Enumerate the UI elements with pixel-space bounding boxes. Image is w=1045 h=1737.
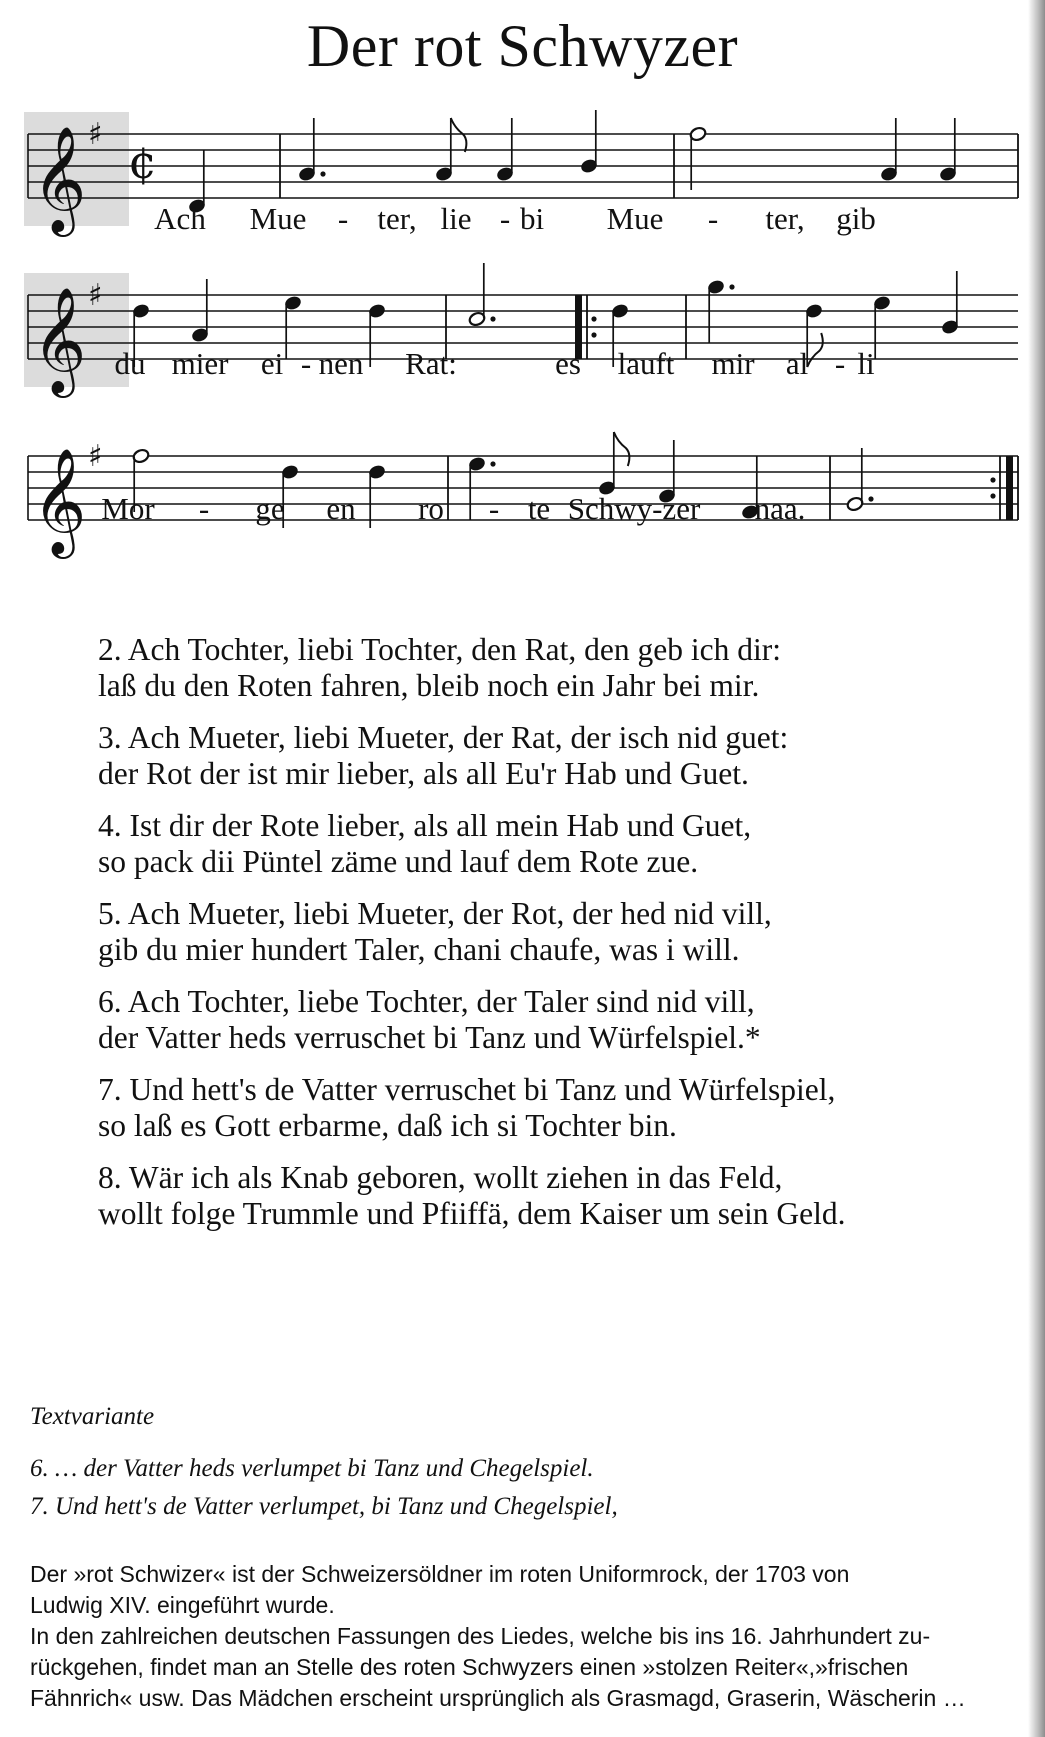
variant-line: 6. … der Vatter heds verlumpet bi Tanz und Chegelspiel. [30,1455,594,1482]
lyric-syllable: Mue [606,201,664,236]
verse-5 [98,896,1018,968]
verse-line: 3. Ach Mueter, liebi Mueter, der Rat, der isch nid guet: [98,720,789,755]
verse-6 [98,984,1018,1056]
verse-line: 8. Wär ich als Knab geboren, wollt ziehen in das Feld, [98,1160,783,1195]
eighth-flag [807,333,823,367]
repeat-end-thick-bar [1006,456,1013,520]
lyric-syllable: lie [440,201,472,236]
lyric-hyphen: - [834,346,846,381]
repeat-dot [990,477,995,482]
verse-line: gib du mier hundert Taler, chani chaufe, was i will. [98,932,740,967]
verse-line: so pack dii Püntel zäme und lauf dem Rote zue. [98,844,699,879]
lyric-syllable: Ach [154,201,206,236]
lyric-hyphen: - [707,201,719,236]
verse-line: 5. Ach Mueter, liebi Mueter, der Rot, der hed nid vill, [98,896,772,931]
lyric-syllable: du [114,346,146,381]
lyric-syllable: mir [711,346,755,381]
augmentation-dot [490,316,495,321]
lyric-syllable: Mue [249,201,307,236]
lyric-syllable: mier [171,346,229,381]
lyric-syllable: bi [519,201,545,236]
treble-clef-icon: 𝄞 [32,447,87,554]
repeat-dot [990,493,995,498]
treble-clef-icon: 𝄞 [32,125,87,232]
lyric-syllable: al [785,346,809,381]
note-line: In den zahlreichen deutschen Fassungen des Liedes, welche bis ins 16. Jahrhundert zu- [30,1623,931,1649]
lyric-hyphen: - [198,491,210,526]
lyric-syllable: gib [836,201,876,236]
variant-heading: Textvariante [30,1403,155,1430]
verse-line: so laß es Gott erbarme, daß ich si Tochter bin. [98,1108,677,1143]
verse-4 [98,808,1018,880]
verse-line: 6. Ach Tochter, liebe Tochter, der Taler sind nid vill, [98,984,755,1019]
treble-clef-icon: 𝄞 [32,286,87,393]
note-line: Ludwig XIV. eingeführt wurde. [30,1592,335,1618]
lyric-hyphen: - [300,346,312,381]
music-score [0,0,1045,600]
note-line: rückgehen, findet man an Stelle des roten Schwyzers einen »stolzen Reiter«,»frischen [30,1654,909,1680]
verse-2 [98,632,1018,704]
note-line: Der »rot Schwizer« ist der Schweizersöldner im roten Uniformrock, der 1703 von [30,1561,850,1587]
lyric-syllable: en [326,491,356,526]
sharp-key-signature-icon: ♯ [88,278,103,313]
explanatory-note [30,1559,1020,1714]
sharp-key-signature-icon: ♯ [88,439,103,474]
lyric-syllable: ter, [377,201,417,236]
lyric-syllable: ro [418,491,444,526]
lyric-syllable: Schwy-zer [567,491,701,526]
verse-3 [98,720,1018,792]
lyric-syllable: lauft [617,346,675,381]
repeat-dot [591,316,596,321]
variant-line: 7. Und hett's de Vatter verlumpet, bi Tanz und Chegelspiel, [30,1493,618,1520]
lyric-syllable: naa. [754,491,806,526]
lyric-syllable: nen [318,346,364,381]
augmentation-dot [868,496,873,501]
lyric-hyphen: - [499,201,511,236]
verse-line: laß du den Roten fahren, bleib noch ein Jahr bei mir. [98,668,760,703]
verse-line: 7. Und hett's de Vatter verruschet bi Tanz und Würfelspiel, [98,1072,836,1107]
lyric-syllable: Rat: [405,346,457,381]
lyric-syllable: te [527,491,551,526]
lyric-syllable: Mor [101,491,155,526]
verse-line: 2. Ach Tochter, liebi Tochter, den Rat, den geb ich dir: [98,632,781,667]
augmentation-dot [320,171,325,176]
eighth-flag [451,118,467,152]
lyric-syllable: li [857,346,875,381]
verse-7 [98,1072,1018,1144]
note-line: Fähnrich« usw. Das Mädchen erscheint ursprünglich als Grasmagd, Graserin, Wäscherin … [30,1685,966,1711]
repeat-dot [591,332,596,337]
lyric-syllable: ter, [765,201,805,236]
variant-lines [30,1450,618,1526]
lyric-syllable: ge [255,491,285,526]
augmentation-dot [490,461,495,466]
song-title: Der rot Schwyzer [306,13,739,79]
lyric-syllable: ei [260,346,284,381]
verse-line: der Vatter heds verruschet bi Tanz und Würfelspiel.* [98,1020,761,1055]
verse-line: 4. Ist dir der Rote lieber, als all mein Hab und Guet, [98,808,752,843]
verse-line: der Rot der ist mir lieber, als all Eu'r Hab und Guet. [98,756,749,791]
eighth-flag [614,432,630,466]
lyric-hyphen: - [337,201,349,236]
sharp-key-signature-icon: ♯ [88,117,103,152]
verses [98,632,1018,1248]
verse-8 [98,1160,1018,1232]
augmentation-dot [729,284,734,289]
lyric-syllable: es [555,346,581,381]
lyric-hyphen: - [488,491,500,526]
verse-line: wollt folge Trummle und Pfiiffä, dem Kaiser um sein Geld. [98,1196,846,1231]
alla-breve-time-signature-icon: ¢ [128,135,158,189]
